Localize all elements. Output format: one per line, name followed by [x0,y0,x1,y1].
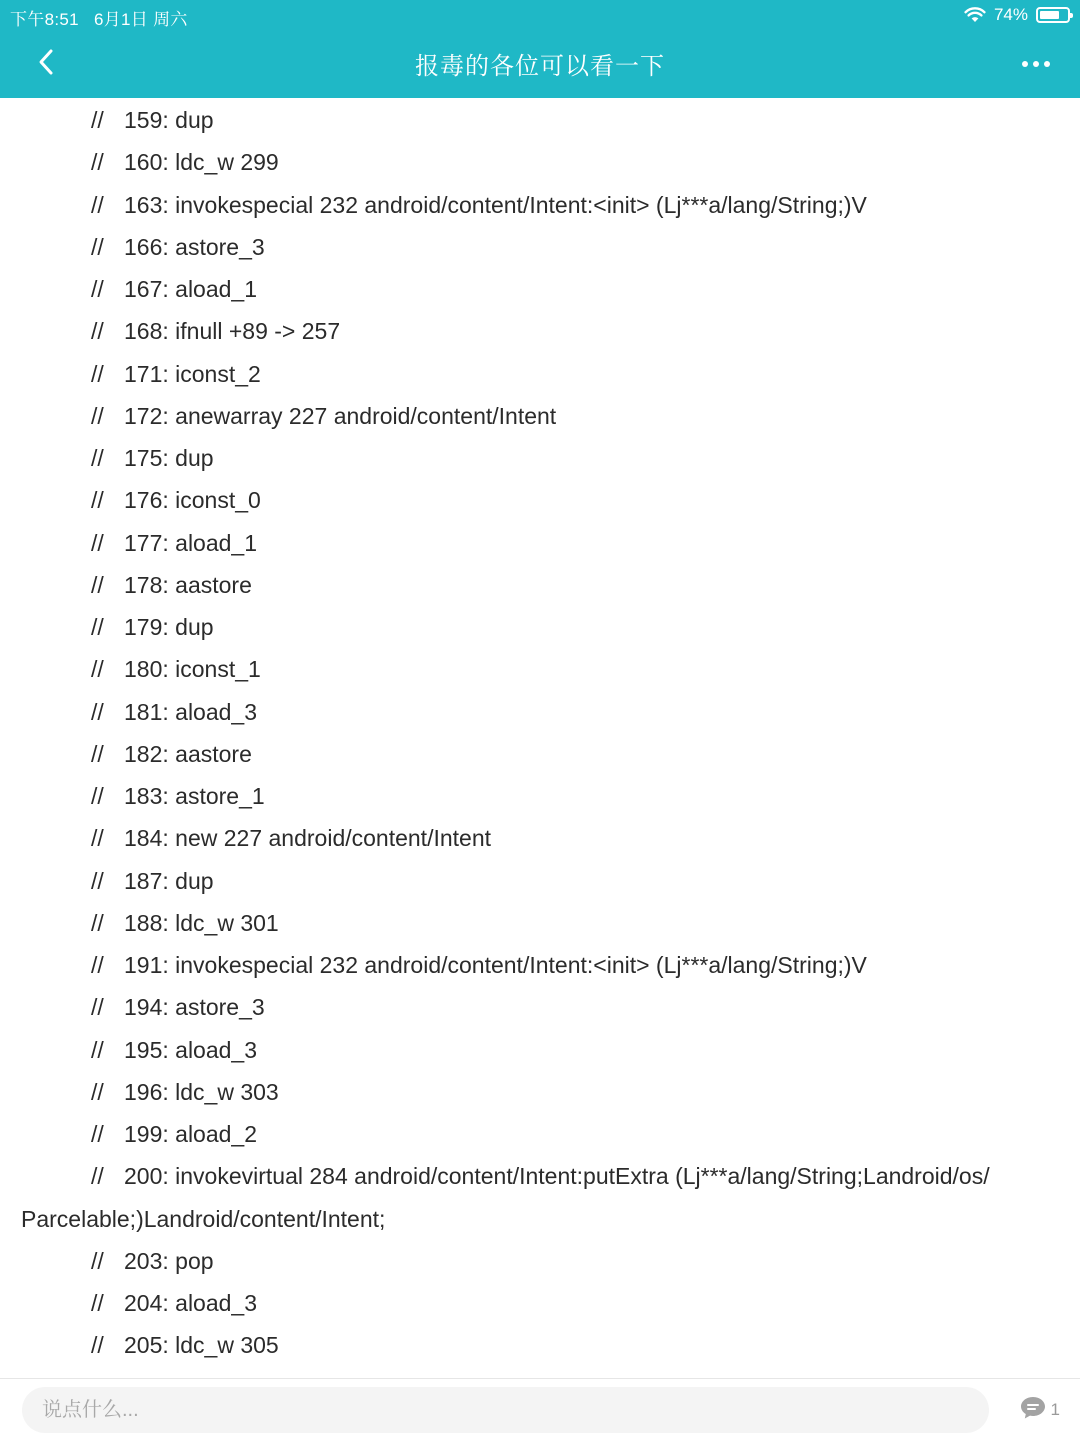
comment-slashes: // [91,1121,104,1147]
comment-slashes: // [91,445,104,471]
back-button[interactable] [24,42,68,86]
code-line [91,1162,990,1190]
code-text: 194: astore_3 [124,994,265,1021]
comment-bar [0,1378,1080,1440]
comment-slashes: // [91,909,104,936]
comment-slashes: // [91,783,104,809]
code-text: 196: ldc_w 303 [124,1078,279,1105]
nav-bar [0,30,1080,98]
comment-slashes: // [91,994,104,1021]
code-text: 205: ldc_w 305 [124,1332,279,1359]
code-line [91,1120,257,1148]
code-line [91,909,279,937]
code-line [91,782,265,810]
code-line [91,360,261,388]
code-text: 163: invokespecial 232 android/content/Intent:<init> (Lj***a/lang/String;)V [124,191,867,218]
comment-count: 1 [1050,1400,1060,1419]
comment-slashes: // [91,1078,104,1105]
code-text: 188: ldc_w 301 [124,909,279,936]
comment-slashes: // [91,487,104,514]
page-title: 报毒的各位可以看一下 [415,53,665,80]
code-text: 195: aload_3 [124,1036,258,1063]
battery-icon [1036,7,1070,23]
code-text: 159: dup [124,107,214,133]
code-line [91,106,214,134]
header [0,0,1080,98]
comment-slashes: // [91,952,104,978]
comment-slashes: // [91,529,104,556]
code-text: 178: aastore [124,571,252,598]
code-line [91,317,340,345]
comment-input[interactable] [22,1387,989,1433]
code-text: 204: aload_3 [124,1290,258,1316]
comment-slashes: // [91,191,104,218]
comment-slashes: // [91,107,104,133]
comment-slashes: // [91,1247,104,1274]
code-text: 175: dup [124,445,214,471]
status-date: 6月1日 周六 [93,10,188,29]
code-line [91,529,257,557]
code-text: 200: invokevirtual 284 android/content/Intent:putExtra (Lj***a/lang/String;Landroid/os/ [124,1163,990,1190]
code-line [91,951,867,979]
code-text: 167: aload_1 [124,276,258,302]
status-time [10,5,188,30]
code-line [91,233,265,261]
comment-slashes: // [91,867,104,894]
comment-slashes: // [91,614,104,640]
code-text: 172: anewarray 227 android/content/Intent [124,402,557,429]
code-line [91,1331,279,1359]
code-text: 183: astore_1 [124,783,265,809]
code-line [91,275,257,303]
code-line [91,993,265,1021]
more-button[interactable] [1014,42,1058,86]
comment-bubble-icon [1020,1396,1046,1425]
comment-slashes: // [91,740,104,767]
code-line [91,148,279,176]
code-line [91,486,261,514]
code-line [91,1247,214,1275]
code-line [91,571,252,599]
status-indicators [964,4,1070,26]
code-text: 177: aload_1 [124,529,258,556]
code-line [91,444,214,472]
comment-slashes: // [91,360,104,387]
code-text: 171: iconst_2 [124,360,261,387]
code-line-continuation: Parcelable;)Landroid/content/Intent; [21,1205,386,1232]
code-text: 160: ldc_w 299 [124,149,279,176]
comment-slashes: // [91,1036,104,1063]
code-text: 184: new 227 android/content/Intent [124,825,492,852]
code-text: 203: pop [124,1247,214,1274]
code-line [91,655,261,683]
battery-tip [1070,13,1073,18]
comment-count-button[interactable] [1020,1396,1060,1424]
code-line [91,740,252,768]
comment-slashes: // [91,233,104,260]
code-text: 179: dup [124,614,214,640]
code-text: 168: ifnull +89 -> 257 [124,318,341,345]
comment-slashes: // [91,1332,104,1359]
code-text: 180: iconst_1 [124,656,261,683]
comment-slashes: // [91,698,104,725]
battery-fill [1040,11,1059,19]
wifi-icon [964,7,986,23]
code-line [91,191,867,219]
comment-slashes: // [91,318,104,345]
code-text: 176: iconst_0 [124,487,261,514]
code-text: 182: aastore [124,740,252,767]
comment-slashes: // [91,149,104,176]
post-content [0,98,1080,1378]
comment-slashes: // [91,1290,104,1316]
code-text: 191: invokespecial 232 android/content/Intent:<init> (Lj***a/lang/String;)V [124,952,867,978]
more-dots-icon [1021,55,1051,73]
code-line [91,698,257,726]
comment-slashes: // [91,825,104,852]
code-line [91,824,491,852]
chevron-left-icon [36,48,56,81]
comment-slashes: // [91,656,104,683]
code-line [91,1036,257,1064]
code-text: 199: aload_2 [124,1121,258,1147]
status-clock: 下午8:51 [10,10,79,29]
status-bar [0,0,1080,30]
code-text: 181: aload_3 [124,698,258,725]
code-text: 166: astore_3 [124,233,265,260]
comment-slashes: // [91,571,104,598]
comment-slashes: // [91,276,104,302]
battery-percent: 74% [993,5,1028,24]
code-line [91,867,214,895]
code-line [91,613,214,641]
comment-slashes: // [91,1163,104,1190]
code-text: 187: dup [124,867,214,894]
code-line [91,1289,257,1317]
code-line [91,402,556,430]
comment-slashes: // [91,402,104,429]
code-line [91,1078,279,1106]
